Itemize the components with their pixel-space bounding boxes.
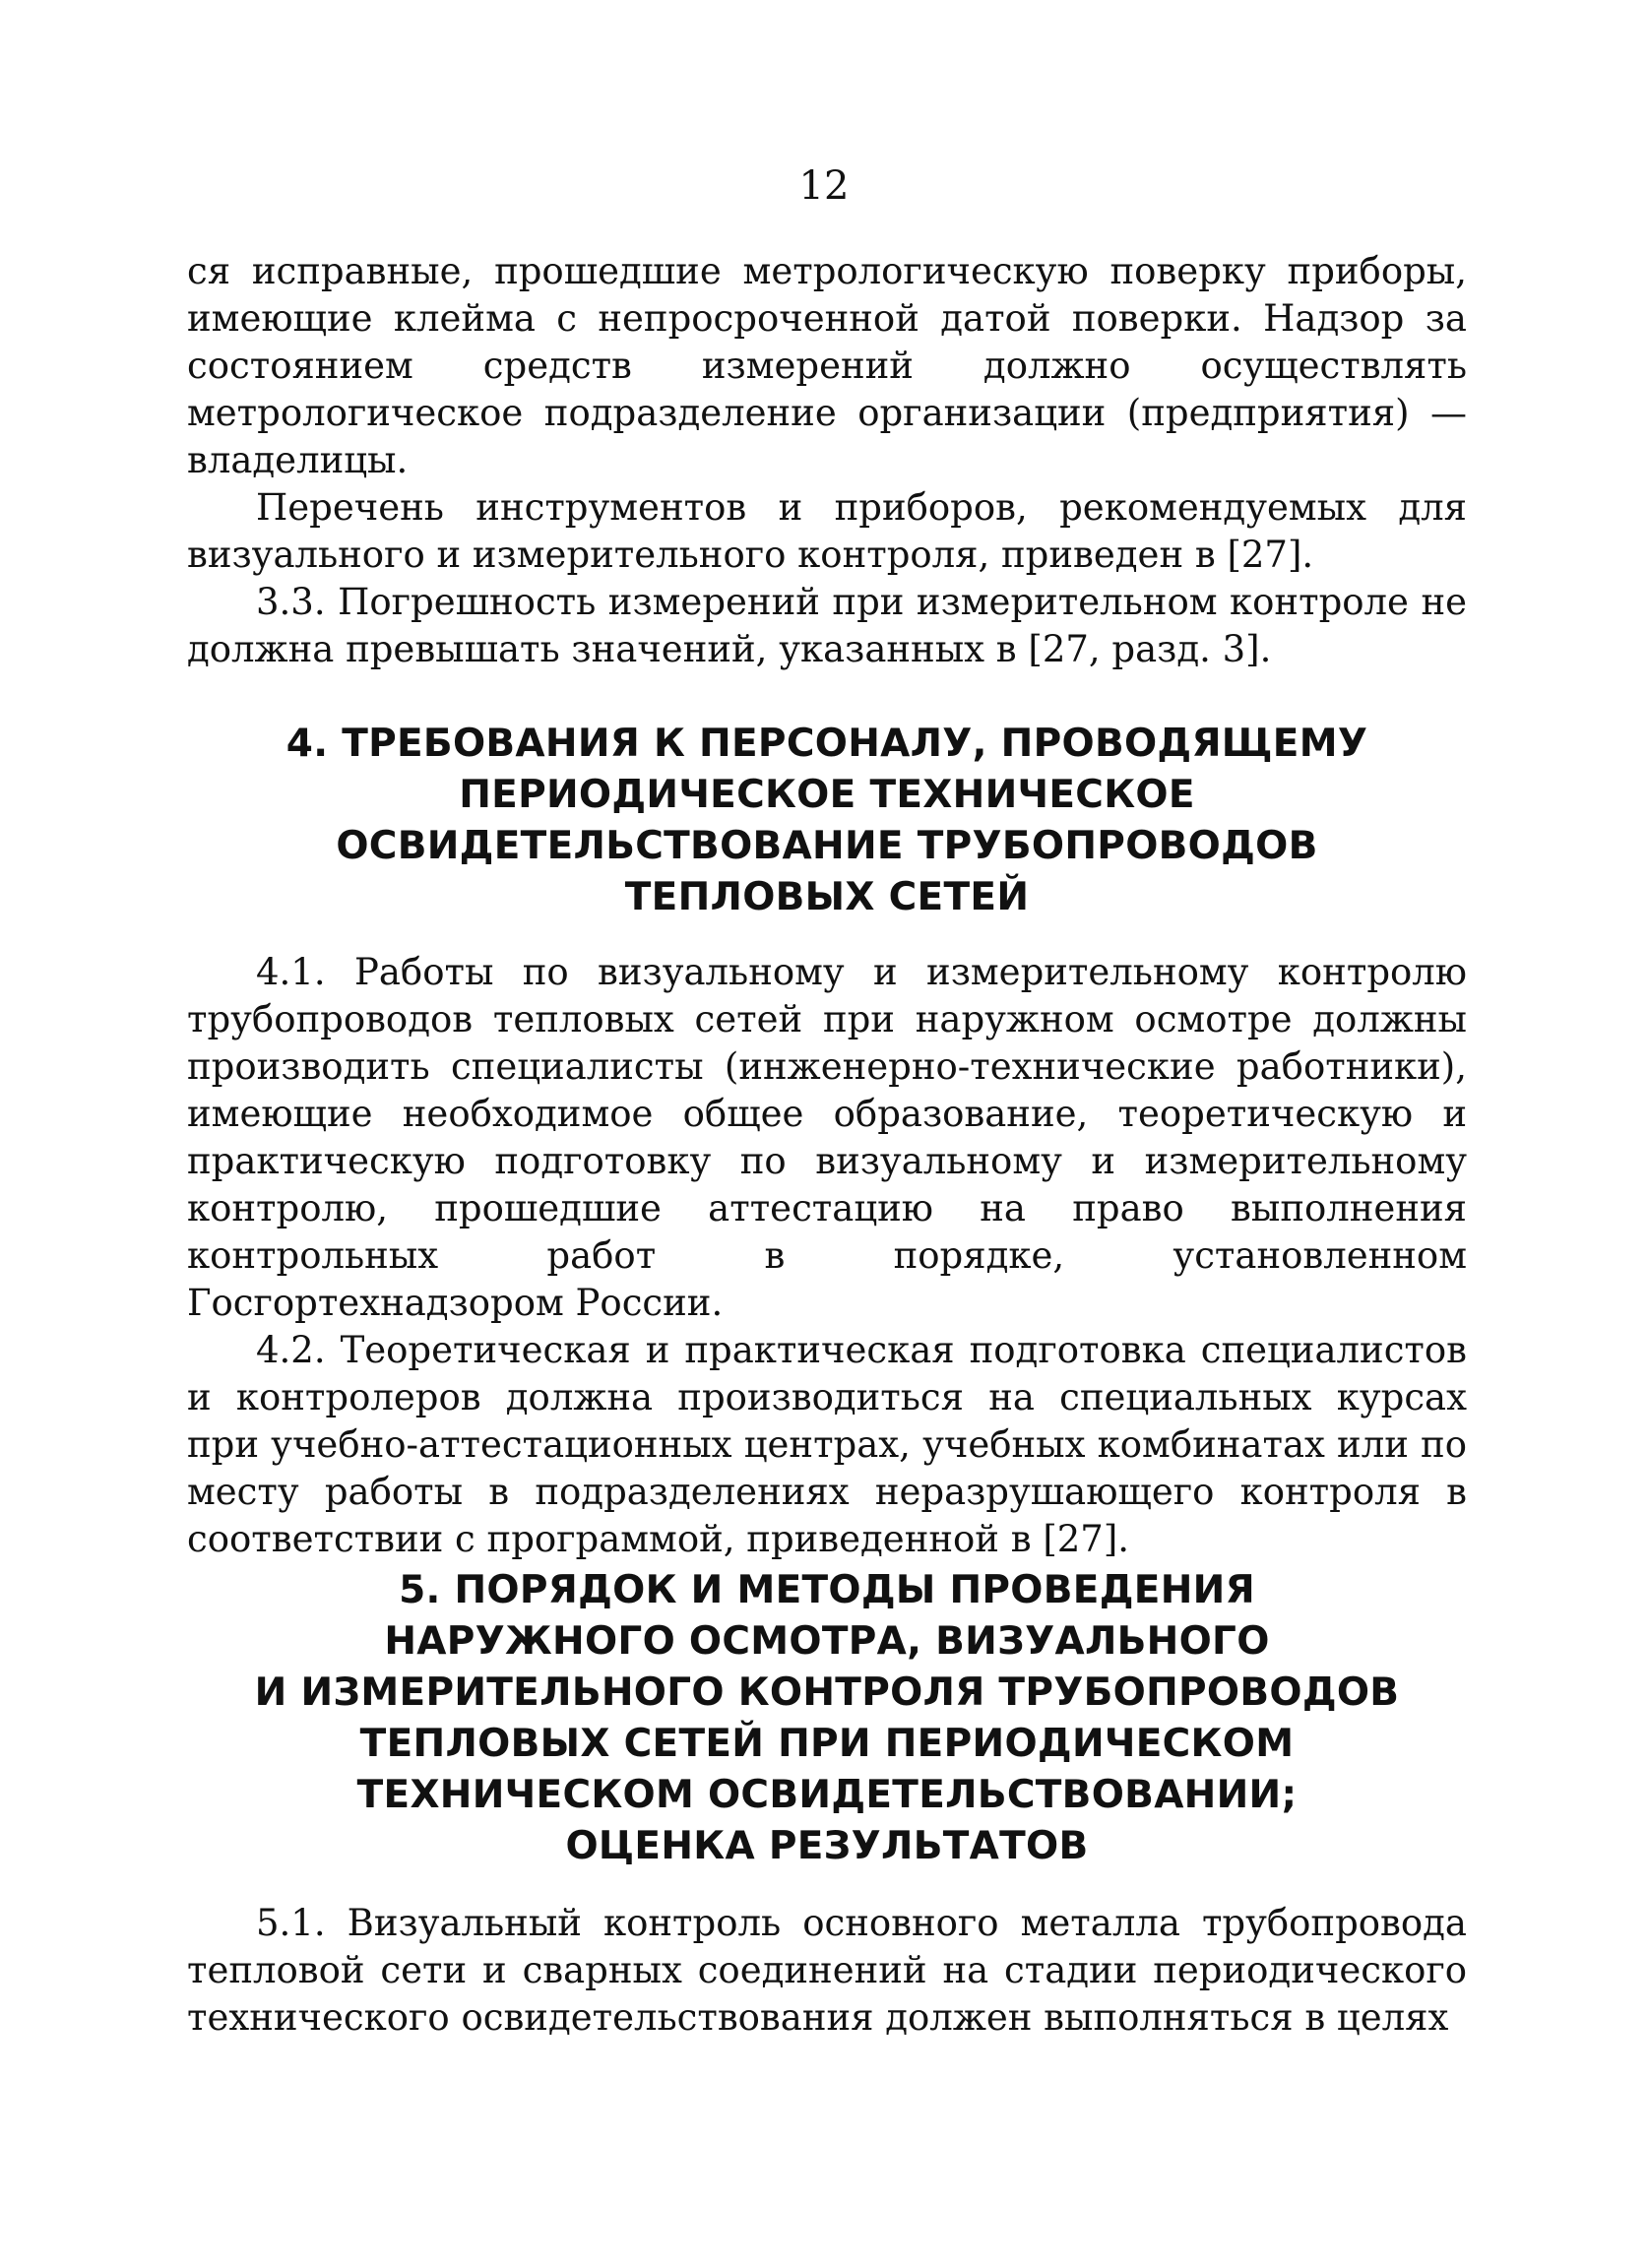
- heading-line: НАРУЖНОГО ОСМОТРА, ВИЗУАЛЬНОГО: [384, 1619, 1270, 1664]
- paragraph-4-1: 4.1. Работы по визуальному и измерительному контролю трубопроводов тепловых сетей при наружном осмотре должны производить специалисты (инженерно-технические работники), имеющие необходимое общее образование, теоретическую и практическую подготовку по визуальному и измерительному контролю, прошедшие аттестацию на право выполнения контрольных работ в порядке, установленном Госгортехнадзором России.: [187, 951, 1467, 1324]
- page-number: 12: [798, 163, 850, 209]
- paragraph-continuation: ся исправные, прошедшие метрологическую поверку приборы, имеющие клейма с непросроченной датой поверки. Надзор за состоянием средств измерений должно осуществлять метрологическое подразделение организации (предприятия) — владелицы.: [187, 250, 1467, 481]
- section-4-heading: [187, 719, 1467, 923]
- heading-line: ПЕРИОДИЧЕСКОЕ ТЕХНИЧЕСКОЕ: [459, 773, 1195, 817]
- paragraph-4-2: 4.2. Теоретическая и практическая подготовка специалистов и контролеров должна производиться на специальных курсах при учебно-аттестационных центрах, учебных комбинатах или по месту работы в подразделениях неразрушающего контроля в соответствии с программой, приведенной в [27].: [187, 1329, 1467, 1560]
- heading-line: И ИЗМЕРИТЕЛЬНОГО КОНТРОЛЯ ТРУБОПРОВОДОВ: [254, 1670, 1400, 1715]
- heading-line: ТЕПЛОВЫХ СЕТЕЙ ПРИ ПЕРИОДИЧЕСКОМ: [359, 1722, 1295, 1766]
- paragraph-5-1: 5.1. Визуальный контроль основного металла трубопровода тепловой сети и сварных соединений на стадии периодического технического освидетельствования должен выполняться в целях: [187, 1902, 1467, 2039]
- heading-line: ОСВИДЕТЕЛЬСТВОВАНИЕ ТРУБОПРОВОДОВ: [336, 824, 1318, 868]
- paragraph: Перечень инструментов и приборов, рекомендуемых для визуального и измерительного контроля, приведен в [27].: [187, 486, 1467, 576]
- paragraph-3-3: 3.3. Погрешность измерений при измерительном контроле не должна превышать значений, указанных в [27, разд. 3].: [187, 581, 1467, 670]
- section-5-heading: [187, 1565, 1467, 1872]
- text-block-section3-continuation: [187, 248, 1467, 673]
- heading-line: 5. ПОРЯДОК И МЕТОДЫ ПРОВЕДЕНИЯ: [399, 1568, 1255, 1612]
- heading-line: ТЕХНИЧЕСКОМ ОСВИДЕТЕЛЬСТВОВАНИИ;: [356, 1773, 1298, 1817]
- text-block-section5: [187, 1900, 1467, 2042]
- text-block-section4: [187, 949, 1467, 1563]
- heading-line: ТЕПЛОВЫХ СЕТЕЙ: [624, 875, 1030, 919]
- heading-line: ОЦЕНКА РЕЗУЛЬТАТОВ: [565, 1824, 1089, 1868]
- heading-line: 4. ТРЕБОВАНИЯ К ПЕРСОНАЛУ, ПРОВОДЯЩЕМУ: [285, 722, 1368, 766]
